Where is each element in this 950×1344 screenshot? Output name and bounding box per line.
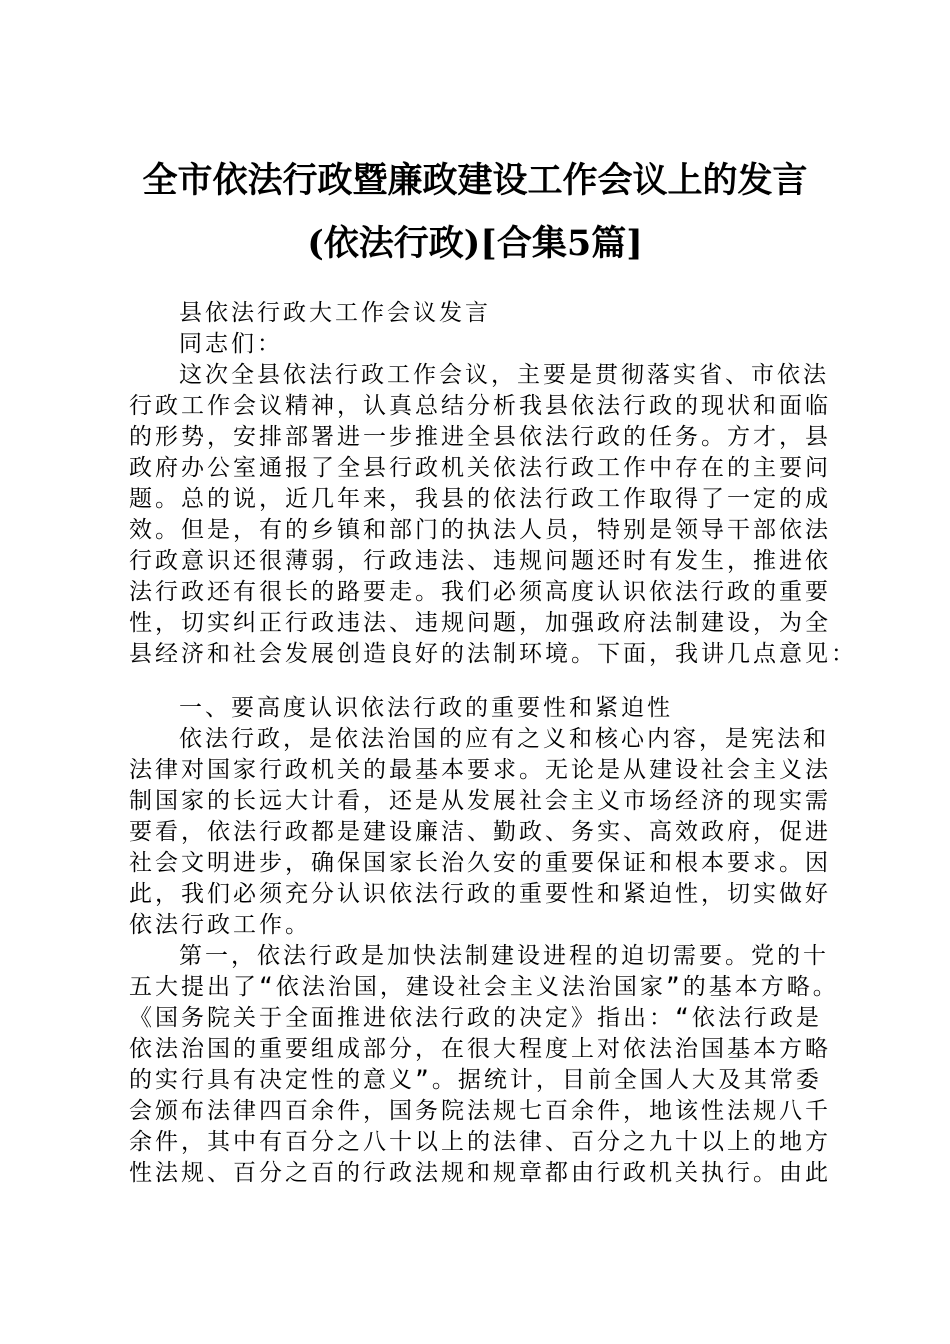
paragraph-line: 效。但是，有的乡镇和部门的执法人员，特别是领导干部依法 <box>129 517 831 543</box>
paragraph-line: 行政意识还很薄弱，行政违法、违规问题还时有发生，推进依 <box>129 548 831 574</box>
paragraph-line: 《国务院关于全面推进依法行政的决定》指出：“依法行政是 <box>129 1005 822 1031</box>
paragraph-line: 县经济和社会发展创造良好的法制环境。下面，我讲几点意见： <box>129 641 857 667</box>
paragraph-line: 法行政还有很长的路要走。我们必须高度认识依法行政的重要 <box>129 579 831 605</box>
paragraph-line: 依法行政工作。 <box>129 912 311 938</box>
subtitle: 县依法行政大工作会议发言 <box>179 300 491 326</box>
salutation: 同志们： <box>179 331 283 357</box>
paragraph-line: 第一，依法行政是加快法制建设进程的迫切需要。党的十 <box>179 943 829 969</box>
paragraph-line: 这次全县依法行政工作会议，主要是贯彻落实省、市依法 <box>179 362 829 388</box>
paragraph-line: 余件，其中有百分之八十以上的法律、百分之九十以上的地方 <box>129 1129 831 1155</box>
paragraph-line: 依法治国的重要组成部分，在很大程度上对依法治国基本方略 <box>129 1036 831 1062</box>
section-heading: 一、要高度认识依法行政的重要性和紧迫性 <box>179 695 673 721</box>
paragraph-line: 的形势，安排部署进一步推进全县依法行政的任务。方才，县 <box>129 424 831 450</box>
paragraph-line: 性法规、百分之百的行政法规和规章都由行政机关执行。由此 <box>129 1160 831 1186</box>
paragraph-line: 行政工作会议精神，认真总结分析我县依法行政的现状和面临 <box>129 393 831 419</box>
document-title-line-2: (依法行政)[合集5篇] <box>307 223 643 264</box>
paragraph-line: 政府办公室通报了全县行政机关依法行政工作中存在的主要问 <box>129 455 831 481</box>
paragraph-line: 性，切实纠正行政违法、违规问题，加强政府法制建设，为全 <box>129 610 831 636</box>
paragraph-line: 的实行具有决定性的意义”。据统计，目前全国人大及其常委 <box>129 1067 822 1093</box>
paragraph-line: 社会文明进步，确保国家长治久安的重要保证和根本要求。因 <box>129 850 831 876</box>
paragraph-line: 依法行政，是依法治国的应有之义和核心内容，是宪法和 <box>179 726 829 752</box>
paragraph-line: 要看，依法行政都是建设廉洁、勤政、务实、高效政府，促进 <box>129 819 831 845</box>
paragraph-line: 法律对国家行政机关的最基本要求。无论是从建设社会主义法 <box>129 757 831 783</box>
paragraph-line: 五大提出了“依法治国，建设社会主义法治国家”的基本方略。 <box>129 974 839 1000</box>
paragraph-line: 题。总的说，近几年来，我县的依法行政工作取得了一定的成 <box>129 486 831 512</box>
paragraph-line: 会颁布法律四百余件，国务院法规七百余件，地该性法规八千 <box>129 1098 831 1124</box>
paragraph-line: 制国家的长远大计看，还是从发展社会主义市场经济的现实需 <box>129 788 831 814</box>
paragraph-line: 此，我们必须充分认识依法行政的重要性和紧迫性，切实做好 <box>129 881 831 907</box>
document-title-line-1: 全市依法行政暨廉政建设工作会议上的发言 <box>142 160 808 201</box>
